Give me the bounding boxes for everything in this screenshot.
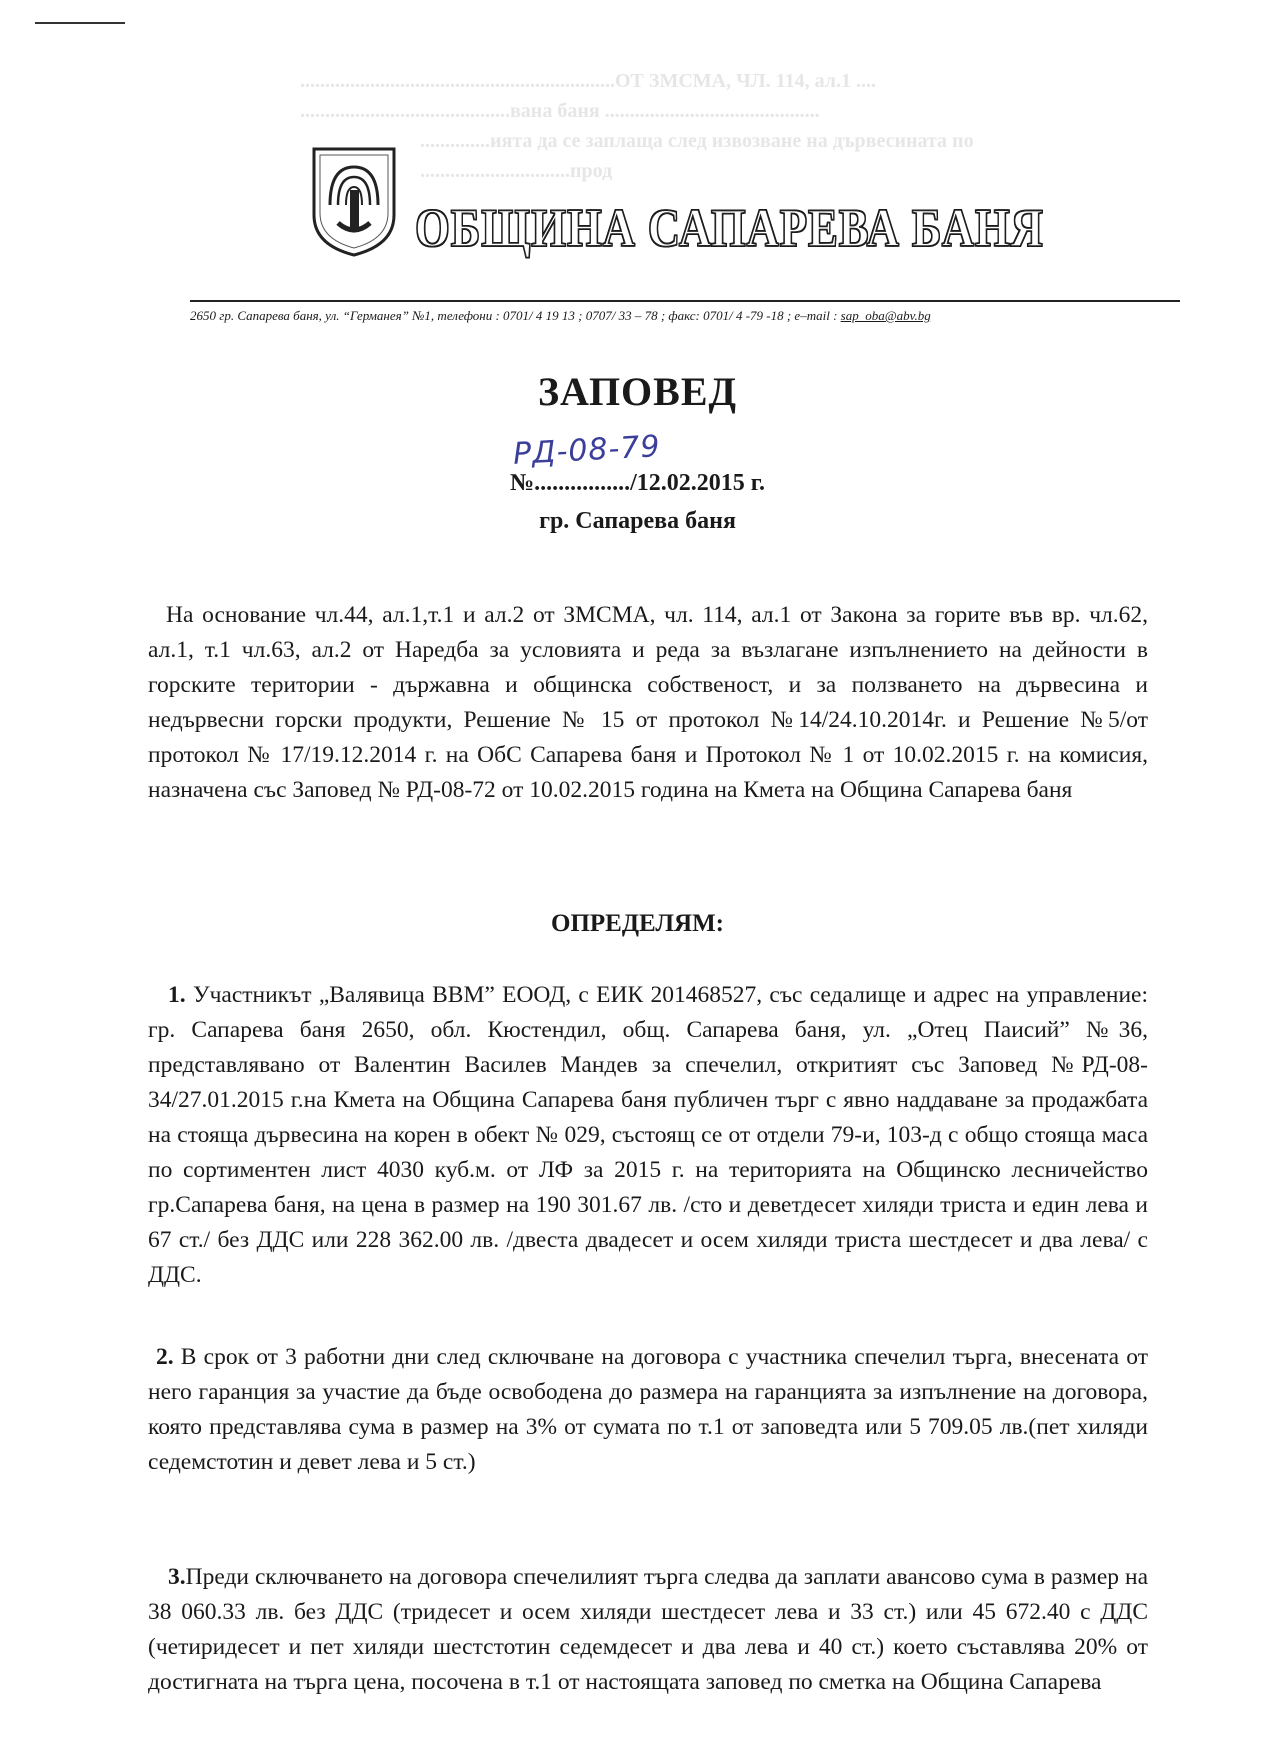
handwritten-order-number: РД-08-79 (512, 429, 662, 472)
bleed-through-text: ..............ията да се заплаща след извозване на дървесината по (420, 130, 974, 152)
order-item-2 (148, 1340, 1148, 1480)
item-text: Преди сключването на договора спечелилият търга следва да заплати авансово сума в размер на 38 060.33 лв. без ДДС (тридесет и осем хиляди шестдесет лева и 33 ст.) или 45 672.40 с ДДС (четиридесет и пет хиляди шестстотин седемдесет и два лева и 40 ст.) което съставлява 20% от достигната на търга цена, посочена в т.1 от настоящата заповед по сметка на Община Сапарева (148, 1564, 1148, 1695)
email-link[interactable]: sap_oba@abv.bg (840, 308, 931, 323)
bleed-through-text: ...............................................................ОТ ЗМСМА, ЧЛ. 114, ал.1 .... (300, 70, 876, 92)
item-text: В срок от 3 работни дни след сключване на договора с участника спечелил търга, внесената от него гаранция за участие да бъде освободена до размера на гаранцията за изпълнение на договора, която представлява сума в размер на 3% от сумата по т.1 от заповедта или 5 709.05 лв.(пет хиляди седемстотин и девет лева и 5 ст.) (148, 1344, 1148, 1475)
document-title: ЗАПОВЕД (537, 369, 738, 414)
order-item-1 (148, 978, 1148, 1293)
contact-details: 2650 гр. Сапарева баня, ул. “Германея” №1, телефони : 0701/ 4 19 13 ; 0707/ 33 – 78 ; факс: 0701/ 4 -79 -18 ; e–mail : (190, 308, 841, 323)
order-item-3 (148, 1560, 1148, 1700)
letterhead-contact-line (190, 300, 1180, 324)
section-heading: ОПРЕДЕЛЯМ: (551, 910, 724, 937)
item-text: Участникът „Валявица ВВМ” ЕООД, с ЕИК 201468527, със седалище и адрес на управление: гр. Сапарева баня 2650, обл. Кюстендил, общ. Сапарева баня, ул. „Отец Паисий” №36, представлявано от Валентин Василев Мандев за спечелил, откритият със Заповед №РД-08-34/27.01.2015 г.на Кмета на Община Сапарева баня публичен търг с явно наддаване за продажбата на стояща дървесина на корен в обект № 029, състоящ се от отдели 79-и, 103-д с общо стояща маса по сортиментен лист 4030 куб.м. от ЛФ за 2015 г. на територията на Общинско лесничейство гр.Сапарева баня, на цена в размер на 190 301.67 лв. /сто и деветдесет хиляди триста и един лева и 67 ст./ без ДДС или 228 362.00 лв. /двеста двадесет и осем хиляди триста шестдесет и два лева/ с ДДС. (148, 982, 1148, 1288)
bleed-through-text: ..........................................вана баня ........................................... (300, 100, 820, 122)
organization-name: ОБЩИНА САПАРЕВА БАНЯ (415, 198, 1044, 258)
scan-corner-mark (35, 22, 125, 24)
item-number: 1. (168, 982, 186, 1008)
bleed-through-text: ..............................прод (420, 160, 613, 182)
order-city: гр. Сапарева баня (539, 508, 736, 534)
item-number: 2. (156, 1344, 174, 1370)
letterhead (300, 145, 1170, 265)
municipality-coat-of-arms-icon (308, 145, 400, 257)
item-number: 3. (168, 1564, 186, 1590)
preamble-paragraph: На основание чл.44, ал.1,т.1 и ал.2 от ЗМСМА, чл. 114, ал.1 от Закона за горите във вр. чл.62, ал.1, т.1 чл.63, ал.2 от Наредба за условията и реда за възлагане изпълнението на дейности в горските територии - държавна и общинска собственост, и за ползването на дървесина и недървесни горски продукти, Решение № 15 от протокол №14/24.10.2014г. и Решение №5/от протокол № 17/19.12.2014 г. на ОбС Сапарева баня и Протокол № 1 от 10.02.2015 г. на комисия, назначена със Заповед № РД-08-72 от 10.02.2015 година на Кмета на Община Сапарева баня (148, 602, 1148, 803)
order-number-date: №................/12.02.2015 г. (510, 470, 765, 496)
